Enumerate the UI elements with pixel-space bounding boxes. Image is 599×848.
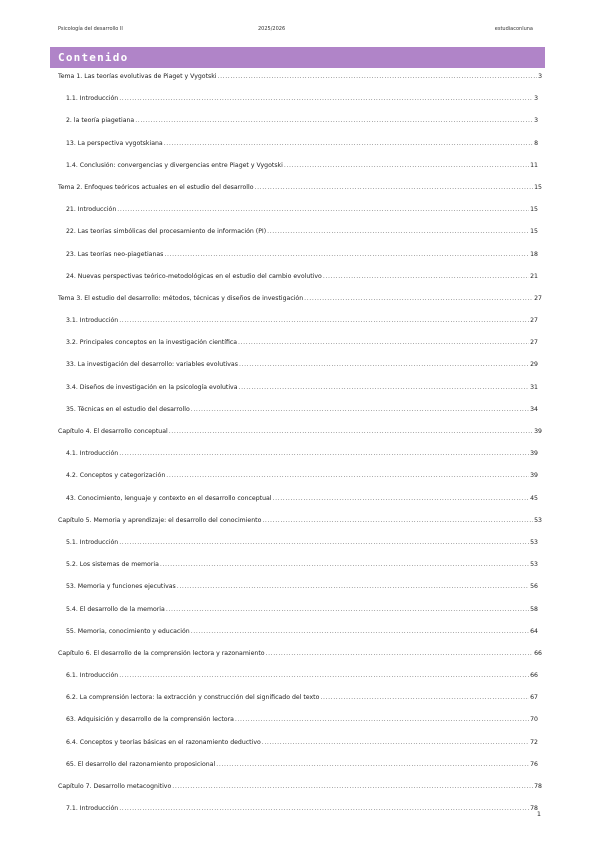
toc-entry-page: 72 <box>530 738 538 746</box>
toc-entry-page: 15 <box>530 228 538 236</box>
toc-entry-title: 13. La perspectiva vygotskiana <box>66 139 163 147</box>
toc-section-entry[interactable] <box>58 687 542 709</box>
toc-section-entry[interactable] <box>58 221 542 243</box>
toc-dot-leader <box>284 155 529 177</box>
toc-section-entry[interactable] <box>58 465 542 487</box>
header-course-title: Psicología del desarrollo II <box>58 26 123 32</box>
toc-dot-leader <box>273 488 530 510</box>
toc-chapter-entry[interactable] <box>58 177 542 199</box>
toc-entry-title: 3.2. Principales conceptos en la investigación científica <box>66 339 238 347</box>
header-academic-year: 2025/2026 <box>258 26 286 32</box>
toc-dot-leader <box>135 110 533 132</box>
toc-entry-page: 53 <box>534 516 542 524</box>
toc-dot-leader <box>262 732 529 754</box>
toc-entry-page: 53 <box>530 538 538 546</box>
toc-entry-page: 31 <box>530 383 538 391</box>
toc-entry-page: 76 <box>530 760 538 768</box>
toc-entry-title: 43. Conocimiento, lenguaje y contexto en el desarrollo conceptual <box>66 494 272 502</box>
toc-section-entry[interactable] <box>58 798 542 820</box>
toc-dot-leader <box>304 288 533 310</box>
toc-section-entry[interactable] <box>58 599 542 621</box>
toc-entry-page: 53 <box>530 561 538 569</box>
toc-entry-title: Capítulo 5. Memoria y aprendizaje: el desarrollo del conocimiento <box>58 516 262 524</box>
toc-entry-page: 39 <box>530 472 538 480</box>
toc-dot-leader <box>119 665 529 687</box>
toc-chapter-entry[interactable] <box>58 421 542 443</box>
toc-chapter-entry[interactable] <box>58 776 542 798</box>
toc-entry-title: 65. El desarrollo del razonamiento proposicional <box>66 760 216 768</box>
toc-entry-title: 35. Técnicas en el estudio del desarrollo <box>66 405 190 413</box>
toc-chapter-entry[interactable] <box>58 510 542 532</box>
toc-entry-title: 24. Nuevas perspectivas teórico-metodológicas en el estudio del cambio evolutivo <box>66 272 322 280</box>
contents-title: Contenido <box>58 51 129 64</box>
toc-section-entry[interactable] <box>58 399 542 421</box>
toc-entry-title: 2. la teoría piagetiana <box>66 117 135 125</box>
toc-entry-page: 11 <box>530 161 538 169</box>
toc-entry-title: 6.1. Introducción <box>66 672 119 680</box>
toc-entry-page: 66 <box>530 672 538 680</box>
toc-entry-page: 66 <box>534 649 542 657</box>
toc-section-entry[interactable] <box>58 88 542 110</box>
toc-entry-title: Tema 1. Las teorías evolutivas de Piaget y Vygotski <box>58 73 217 80</box>
toc-entry-title: 1.4. Conclusión: convergencias y divergencias entre Piaget y Vygotski <box>66 161 283 169</box>
toc-section-entry[interactable] <box>58 377 542 399</box>
toc-dot-leader <box>164 244 529 266</box>
toc-entry-title: 55. Memoria, conocimiento y educación <box>66 627 190 635</box>
toc-entry-title: 53. Memoria y funciones ejecutivas <box>66 583 176 591</box>
toc-dot-leader <box>172 776 533 798</box>
toc-entry-title: 21. Introducción <box>66 206 117 214</box>
toc-dot-leader <box>239 377 530 399</box>
toc-section-entry[interactable] <box>58 532 542 554</box>
toc-entry-page: 29 <box>530 361 538 369</box>
toc-entry-title: 5.4. El desarrollo de la memoria <box>66 605 165 613</box>
toc-dot-leader <box>119 798 529 820</box>
toc-entry-title: 1.1. Introducción <box>66 95 119 103</box>
toc-entry-page: 15 <box>534 183 542 191</box>
toc-dot-leader <box>119 88 533 110</box>
toc-entry-title: 5.2. Los sistemas de memoria <box>66 561 159 569</box>
toc-section-entry[interactable] <box>58 754 542 776</box>
toc-chapter-entry[interactable] <box>58 288 542 310</box>
toc-entry-title: Tema 2. Enfoques teóricos actuales en el estudio del desarrollo <box>58 183 254 191</box>
toc-section-entry[interactable] <box>58 310 542 332</box>
toc-section-entry[interactable] <box>58 155 542 177</box>
toc-entry-title: Capítulo 4. El desarrollo conceptual <box>58 428 168 435</box>
toc-section-entry[interactable] <box>58 199 542 221</box>
toc-entry-page: 21 <box>530 272 538 280</box>
toc-entry-page: 78 <box>534 783 542 790</box>
toc-entry-page: 27 <box>530 339 538 347</box>
toc-section-entry[interactable] <box>58 443 542 465</box>
toc-section-entry[interactable] <box>58 554 542 576</box>
toc-entry-page: 58 <box>530 605 538 613</box>
toc-dot-leader <box>166 465 529 487</box>
toc-entry-title: 23. Las teorías neo-piagetianas <box>66 250 164 258</box>
contents-banner <box>50 47 545 68</box>
toc-entry-page: 64 <box>530 627 538 635</box>
toc-section-entry[interactable] <box>58 354 542 376</box>
toc-dot-leader <box>239 354 529 376</box>
toc-section-entry[interactable] <box>58 488 542 510</box>
toc-section-entry[interactable] <box>58 621 542 643</box>
toc-section-entry[interactable] <box>58 576 542 598</box>
toc-dot-leader <box>191 621 529 643</box>
toc-entry-page: 8 <box>534 139 538 147</box>
toc-entry-page: 34 <box>530 405 538 413</box>
toc-section-entry[interactable] <box>58 709 542 731</box>
toc-entry-page: 15 <box>530 206 538 214</box>
toc-dot-leader <box>255 177 534 199</box>
page-header <box>58 26 543 38</box>
toc-dot-leader <box>119 443 529 465</box>
toc-entry-page: 3 <box>538 73 542 80</box>
toc-entry-page: 67 <box>530 694 538 702</box>
toc-entry-title: Capítulo 6. El desarrollo de la comprensión lectora y razonamiento <box>58 649 265 657</box>
toc-entry-title: 3.1. Introducción <box>66 317 119 325</box>
toc-dot-leader <box>262 510 533 532</box>
toc-entry-title: 63. Adquisición y desarrollo de la comprensión lectora <box>66 716 234 724</box>
toc-dot-leader <box>218 66 538 88</box>
toc-section-entry[interactable] <box>58 244 542 266</box>
toc-entry-title: 7.1. Introducción <box>66 805 119 813</box>
toc-section-entry[interactable] <box>58 133 542 155</box>
toc-entry-page: 56 <box>530 583 538 591</box>
toc-entry-title: 22. Las teorías simbólicas del procesamiento de información (PI) <box>66 228 267 236</box>
toc-section-entry[interactable] <box>58 665 542 687</box>
toc-entry-title: Tema 3. El estudio del desarrollo: métodos, técnicas y diseños de investigación <box>58 294 304 302</box>
toc-entry-page: 18 <box>530 250 538 258</box>
toc-dot-leader <box>119 532 529 554</box>
toc-section-entry[interactable] <box>58 266 542 288</box>
toc-entry-page: 3 <box>534 117 538 125</box>
toc-dot-leader <box>323 266 529 288</box>
toc-entry-title: 6.2. La comprensión lectora: la extracción y construcción del significado del texto <box>66 694 320 702</box>
toc-entry-title: 6.4. Conceptos y teorías básicas en el razonamiento deductivo <box>66 738 261 746</box>
toc-dot-leader <box>117 199 529 221</box>
toc-dot-leader <box>191 399 529 421</box>
toc-entry-title: 3.4. Diseños de investigación en la psicología evolutiva <box>66 383 238 391</box>
toc-entry-page: 78 <box>530 805 538 813</box>
toc-dot-leader <box>267 221 529 243</box>
toc-dot-leader <box>169 421 533 443</box>
toc-dot-leader <box>320 687 529 709</box>
toc-chapter-entry[interactable] <box>58 66 542 88</box>
toc-entry-title: 4.2. Conceptos y categorización <box>66 472 166 480</box>
header-author: estudiaconluna <box>494 26 533 32</box>
toc-entry-page: 3 <box>534 95 538 103</box>
toc-dot-leader <box>266 643 534 665</box>
toc-dot-leader <box>238 332 529 354</box>
toc-section-entry[interactable] <box>58 732 542 754</box>
toc-entry-page: 27 <box>534 294 542 302</box>
toc-dot-leader <box>216 754 529 776</box>
toc-dot-leader <box>160 554 529 576</box>
toc-entry-page: 45 <box>530 494 538 502</box>
toc-chapter-entry[interactable] <box>58 643 542 665</box>
toc-entry-title: Capítulo 7. Desarrollo metacognitivo <box>58 783 172 790</box>
toc-dot-leader <box>177 576 529 598</box>
toc-dot-leader <box>166 599 529 621</box>
table-of-contents <box>58 66 542 820</box>
toc-section-entry[interactable] <box>58 332 542 354</box>
toc-entry-page: 39 <box>534 428 542 435</box>
toc-entry-page: 39 <box>530 450 538 458</box>
toc-entry-page: 70 <box>530 716 538 724</box>
toc-dot-leader <box>119 310 529 332</box>
toc-section-entry[interactable] <box>58 110 542 132</box>
toc-entry-title: 33. La investigación del desarrollo: variables evolutivas <box>66 361 238 369</box>
page-number: 1 <box>536 810 541 818</box>
toc-dot-leader <box>235 709 529 731</box>
toc-entry-title: 4.1. Introducción <box>66 450 119 458</box>
toc-entry-title: 5.1. Introducción <box>66 538 119 546</box>
toc-dot-leader <box>164 133 533 155</box>
toc-entry-page: 27 <box>530 317 538 325</box>
